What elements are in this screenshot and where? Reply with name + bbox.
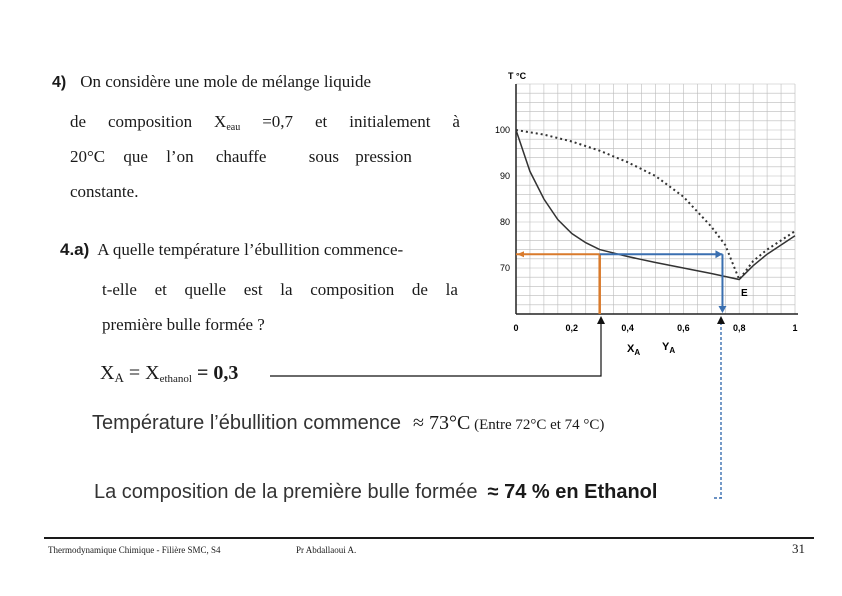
y-tick-label: 80: [499, 217, 510, 227]
x-tick-labels: [513, 323, 797, 333]
chart-axes: [516, 84, 798, 314]
question-line3: 20°C que l’on chauffe sous pression: [70, 147, 412, 166]
footer-course: Thermodynamique Chimique - Filière SMC, S4: [48, 545, 221, 555]
footer-rule: [44, 537, 814, 539]
answer-temperature: Température l’ébullition commence ≈ 73°C (Entre 72°C et 74 °C): [92, 412, 605, 434]
blue-h-arrowhead: [715, 250, 722, 258]
y-tick-labels: [495, 125, 510, 273]
subquestion-line1: A quelle température l’ébullition commence-: [97, 240, 404, 259]
page-number: 31: [792, 541, 805, 556]
x-tick-label: 0,2: [565, 323, 579, 333]
orange-arrowhead: [517, 251, 524, 257]
chart-grid: [516, 84, 795, 314]
answer-first-bubble: La composition de la première bulle formée ≈ 74 % en Ethanol: [94, 481, 658, 503]
connector-xa-arrow: [597, 316, 605, 324]
answer-composition: $X_A = X_{ethanol} = 0,3$: [100, 362, 239, 385]
connector-ya-arrow: [717, 316, 725, 324]
x-axis-title-ya: $Y_A$: [662, 341, 676, 355]
question-line1: On considère une mole de mélange liquide: [80, 72, 372, 91]
question-line4: constante.: [70, 182, 139, 201]
x-tick-label: 0,4: [621, 323, 634, 333]
subquestion-number: 4.a): [60, 240, 90, 259]
subquestion-line2: t-elle et quelle est la composition de la: [102, 280, 458, 299]
footer-author: Pr Abdallaoui A.: [296, 545, 357, 555]
chart-annotations: [516, 250, 726, 314]
x-tick-label: 0,6: [677, 323, 690, 333]
x-tick-label: 0: [513, 323, 519, 333]
x-tick-label: 0,8: [732, 323, 746, 333]
question-line2: de composition $X_{eau}$ =0,7 et initialement à: [70, 112, 460, 133]
y-tick-label: 100: [494, 125, 510, 135]
y-tick-label: 70: [499, 263, 510, 273]
question-number: 4): [52, 74, 67, 91]
x-axis-title-xa: $X_A$: [627, 343, 641, 357]
connector-xa-line: [270, 322, 601, 376]
y-axis-title: T °C: [508, 71, 527, 81]
subquestion-line3: première bulle formée ?: [102, 315, 265, 334]
x-tick-label: 1: [792, 323, 798, 333]
azeotrope-label: E: [741, 288, 748, 299]
y-tick-label: 90: [499, 171, 510, 181]
